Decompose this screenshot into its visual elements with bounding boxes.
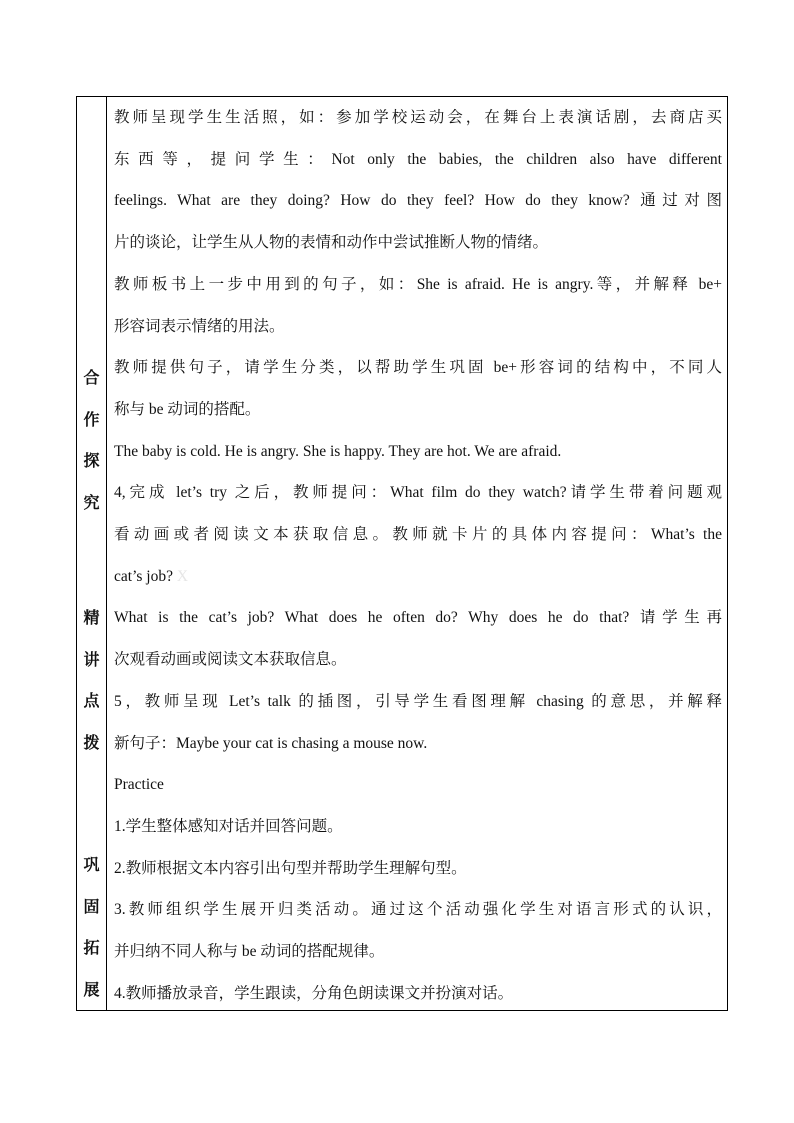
text-line: 次观看动画或阅读文本获取信息。 — [114, 651, 347, 669]
text-line: feelings. What are they doing? How do they feel? How do they know? 通过对图 — [114, 192, 722, 210]
text-line: 5，教师呈现 Let’s talk 的插图，引导学生看图理解 chasing 的意思，并解释 — [114, 692, 722, 710]
label-char: 点 — [83, 691, 100, 711]
text-line: 2.教师根据文本内容引出句型并帮助学生理解句型。 — [114, 859, 467, 877]
label-char: 讲 — [83, 649, 100, 669]
text-line: What is the cat’s job? What does he often do? Why does he do that? 请学生再 — [114, 609, 722, 627]
text-line: 4,完成 let’s try 之后，教师提问：What film do they watch?请学生带着问题观 — [114, 484, 722, 502]
faint-mark: X — [176, 567, 189, 585]
lesson-content — [114, 97, 722, 1014]
text-line: 看动画或者阅读文本获取信息。教师就卡片的具体内容提问：What’s the — [114, 526, 722, 544]
text-line: 教师提供句子，请学生分类，以帮助学生巩固 be+形容词的结构中，不同人 — [114, 359, 722, 377]
practice-heading: Practice — [114, 776, 164, 794]
section-label-consolidate — [77, 844, 106, 1011]
column-divider — [106, 97, 107, 1010]
label-char: 合 — [83, 368, 100, 387]
text-line: 教师板书上一步中用到的句子，如：She is afraid. He is angry.等，并解释 be+ — [114, 275, 722, 293]
text-line: 新句子：Maybe your cat is chasing a mouse now. — [114, 734, 428, 752]
text-line: cat’s job? — [114, 567, 173, 585]
text-line: 1.学生整体感知对话并回答问题。 — [114, 817, 343, 835]
text-line: 4.教师播放录音，学生跟读，分角色朗读课文并扮演对话。 — [114, 984, 514, 1002]
text-line: 东西等，提问学生：Not only the babies, the children also have different — [114, 150, 722, 168]
label-char: 展 — [83, 980, 100, 1000]
label-char: 精 — [83, 608, 100, 627]
label-char: 拨 — [83, 733, 100, 753]
label-char: 探 — [83, 451, 100, 471]
text-line: 形容词表示情绪的用法。 — [114, 317, 285, 335]
lesson-plan-table — [76, 96, 728, 1011]
label-char: 究 — [83, 493, 100, 513]
text-line: 教师呈现学生生活照，如：参加学校运动会，在舞台上表演话剧，去商店买 — [114, 109, 722, 126]
label-char: 拓 — [83, 938, 100, 958]
label-char: 固 — [83, 896, 100, 916]
text-line: 称与 be 动词的搭配。 — [114, 400, 261, 418]
text-line: 片的谈论，让学生从人物的表情和动作中尝试推断人物的情绪。 — [114, 234, 549, 252]
text-line-with-mark — [114, 556, 722, 598]
text-line: The baby is cold. He is angry. She is happy. They are hot. We are afraid. — [114, 442, 562, 460]
section-label-cooperate — [77, 357, 106, 524]
section-label-explain — [77, 597, 106, 764]
text-line: 并归纳不同人称与 be 动词的搭配规律。 — [114, 943, 385, 961]
label-char: 巩 — [83, 855, 100, 874]
text-line: 3.教师组织学生展开归类活动。通过这个活动强化学生对语言形式的认识， — [114, 901, 722, 919]
label-char: 作 — [83, 409, 100, 429]
